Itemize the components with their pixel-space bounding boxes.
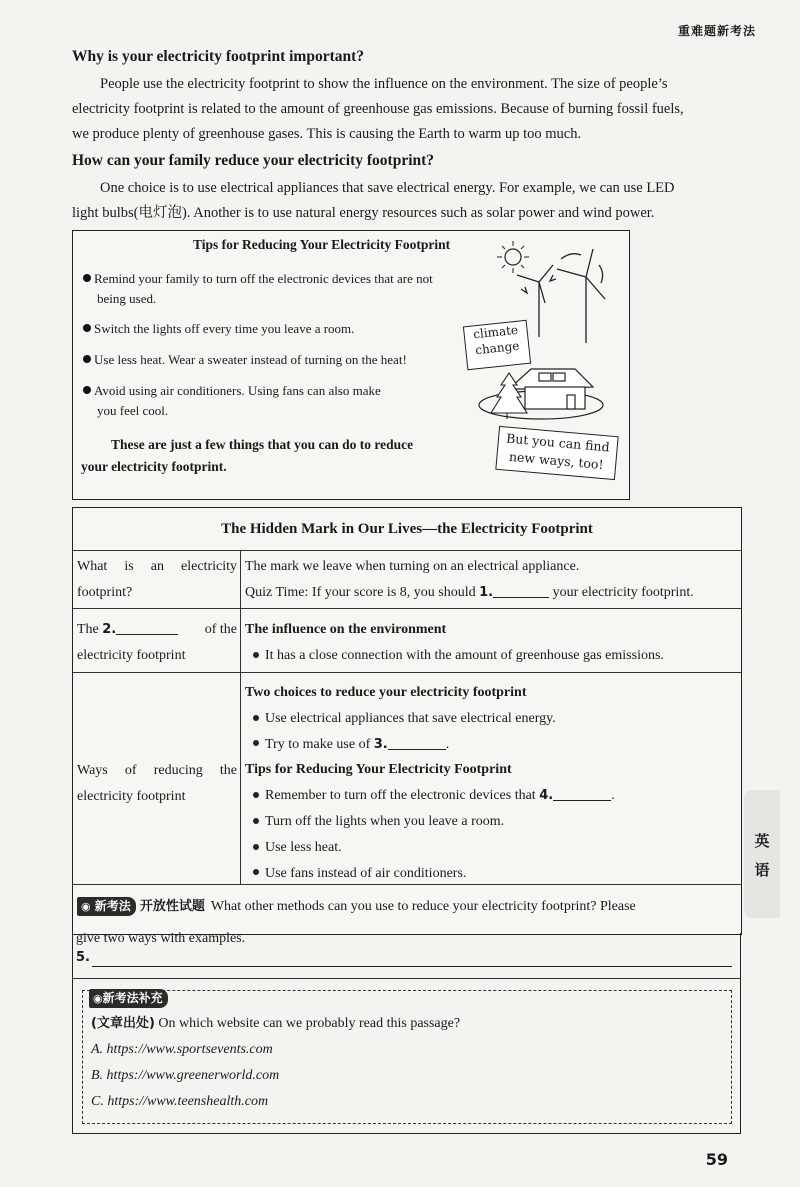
- answer-blank-4[interactable]: [553, 786, 611, 801]
- row3-left: [77, 758, 237, 810]
- table-divider: [73, 672, 741, 673]
- paragraph-1-line: electricity footprint is related to the amount of greenhouse gas emissions. Because of burning fossil fuels,: [72, 101, 684, 117]
- paragraph-1-line: People use the electricity footprint to show the influence on the environment. The size of people’s: [100, 76, 668, 92]
- outer-border-right: [740, 933, 741, 1133]
- cell-text: footprint?: [77, 585, 133, 600]
- option-a[interactable]: A. https://www.sportsevents.com: [91, 1042, 273, 1057]
- answer-number-5: 5.: [76, 950, 90, 965]
- page-number: 59: [705, 1150, 728, 1169]
- tip-item: [83, 381, 483, 421]
- cell-text: Try to make use of: [265, 736, 371, 752]
- table-divider: [73, 608, 741, 609]
- tip-text: being used.: [97, 291, 157, 306]
- bullet-icon: [253, 844, 259, 850]
- paragraph-1: [72, 72, 748, 147]
- open-question: [77, 894, 737, 920]
- bullet-line: Remember to turn off the electronic devices that 4. .: [245, 783, 735, 809]
- row1-right: [245, 554, 735, 606]
- cell-text: Turn off the lights when you leave a room.: [265, 813, 505, 829]
- paragraph-2-line: One choice is to use electrical appliances that save electrical energy. For example, we can use LED: [100, 180, 675, 196]
- open-question-line: [77, 894, 737, 920]
- paragraph-2: [72, 176, 748, 226]
- bullet-icon: [83, 386, 91, 394]
- row3-right: [245, 680, 735, 886]
- new-ways-card: [495, 426, 618, 480]
- bullet-icon: [253, 715, 259, 721]
- supplement-box: [82, 990, 732, 1124]
- bullet-icon: [253, 740, 259, 746]
- header-tag: 重难题新考法: [677, 24, 756, 38]
- section-question-1: Why is your electricity footprint important?: [72, 48, 365, 65]
- blank-number: 4.: [539, 788, 554, 804]
- pin-icon: ◉: [81, 900, 91, 913]
- badge-text: 新考法补充: [102, 991, 163, 1005]
- bullet-icon: [83, 324, 91, 332]
- supplement-question: [91, 1011, 460, 1037]
- card-text: new ways, too!: [508, 448, 605, 473]
- bullet-line: Try to make use of 3. .: [245, 732, 735, 758]
- cell-text: Use fans instead of air conditioners.: [265, 865, 467, 881]
- tips-closing: [81, 434, 471, 478]
- turbine-large: [557, 249, 605, 343]
- side-tab-char: 语: [754, 861, 770, 879]
- tip-text: Avoid using air conditioners. Using fans can also make: [94, 383, 381, 398]
- bullet-icon: [253, 818, 259, 824]
- paragraph-2-line: light bulbs(电灯泡). Another is to use natural energy resources such as solar power and wind power.: [72, 205, 655, 221]
- bullet-icon: [253, 652, 259, 658]
- cell-text: What other methods can you use to reduce your electricity footprint? Please: [210, 899, 636, 914]
- closing-line: your electricity footprint.: [81, 459, 227, 474]
- outer-border-left: [72, 933, 73, 1133]
- cell-text: The: [77, 622, 99, 637]
- row2-right: [245, 617, 735, 669]
- tip-item: [83, 269, 483, 309]
- bullet-icon: [253, 869, 259, 875]
- bullet-icon: [253, 792, 259, 798]
- blank-number: 2.: [102, 622, 117, 637]
- pin-icon: ◉: [93, 992, 103, 1005]
- supplement-content: [91, 1011, 460, 1115]
- card-text: climate: [472, 322, 519, 342]
- tip-text: Remind your family to turn off the electronic devices that are not: [94, 271, 433, 286]
- card-text: change: [474, 338, 520, 358]
- tips-box: [72, 230, 630, 500]
- cell-text: The mark we leave when turning on an electrical appliance.: [245, 559, 580, 574]
- row1-left: [77, 554, 237, 606]
- cell-text: your electricity footprint.: [552, 585, 694, 600]
- cell-text: of the: [204, 622, 237, 637]
- bullet-line: [245, 835, 735, 861]
- bullet-icon: [83, 274, 91, 282]
- table-column-divider: [240, 550, 241, 884]
- cell-heading: Two choices to reduce your electricity footprint: [245, 685, 527, 700]
- tip-text: you feel cool.: [97, 403, 169, 418]
- tips-title: Tips for Reducing Your Electricity Footprint: [193, 237, 451, 252]
- blank-number: 1.: [479, 585, 494, 600]
- cell-text: electricity footprint: [77, 648, 186, 663]
- cell-text: Quiz Time: If your score is 8, you should: [245, 585, 476, 600]
- row2-left: [77, 617, 237, 669]
- new-method-badge: [77, 897, 136, 916]
- section-question-2: How can your family reduce your electricity footprint?: [72, 152, 435, 169]
- cell-heading: The influence on the environment: [245, 622, 447, 637]
- cell-heading: Tips for Reducing Your Electricity Footprint: [245, 762, 512, 778]
- answer-blank-3[interactable]: [388, 735, 446, 750]
- cell-text: Ways of reducing the: [77, 763, 237, 778]
- bullet-line: [245, 809, 735, 835]
- quiz-line: [245, 580, 735, 606]
- answer-line-5[interactable]: [92, 966, 732, 967]
- subject-side-tab: [744, 790, 780, 918]
- cell-text: Remember to turn off the electronic devices that: [265, 788, 536, 804]
- answer-blank-1[interactable]: [493, 583, 549, 598]
- tip-item: [83, 350, 483, 370]
- cell-text: Use less heat.: [265, 839, 342, 855]
- cell-text: Use electrical appliances that save electrical energy.: [265, 710, 556, 726]
- card-text: But you can find: [505, 430, 611, 455]
- cell-text: It has a close connection with the amount of greenhouse gas emissions.: [265, 648, 664, 663]
- option-c[interactable]: C. https://www.teenshealth.com: [91, 1094, 269, 1109]
- question-tag: (文章出处): [91, 1016, 155, 1031]
- section-divider: [72, 978, 740, 979]
- question-text: On which website can we probably read this passage?: [158, 1016, 461, 1031]
- bullet-line: [245, 706, 735, 732]
- bullet-line: [245, 861, 735, 887]
- side-tab-char: 英: [754, 832, 770, 850]
- supplement-header: [89, 989, 172, 1008]
- supplement-badge: [89, 989, 168, 1008]
- bullet-line: [245, 643, 735, 669]
- badge-text: 新考法: [94, 899, 131, 913]
- footprint-table: [72, 507, 742, 935]
- blank-number: 3.: [373, 736, 388, 752]
- sun-icon: [497, 241, 529, 273]
- tip-item: [83, 319, 483, 339]
- bullet-icon: [83, 355, 91, 363]
- cell-text: electricity footprint: [77, 789, 186, 804]
- paragraph-1-line: we produce plenty of greenhouse gases. This is causing the Earth to warm up too much.: [72, 126, 582, 142]
- tip-text: Use less heat. Wear a sweater instead of turning on the heat!: [94, 352, 407, 367]
- closing-line: These are just a few things that you can do to reduce: [111, 437, 414, 452]
- outer-border-bottom: [72, 1133, 741, 1134]
- open-question-line2: give two ways with examples.: [76, 931, 246, 946]
- cell-line: [77, 617, 237, 643]
- table-title: The Hidden Mark in Our Lives—the Electricity Footprint: [73, 508, 741, 551]
- option-b[interactable]: B. https://www.greenerworld.com: [91, 1068, 280, 1083]
- cell-text: What is an electricity: [77, 559, 237, 574]
- tip-text: Switch the lights off every time you leave a room.: [94, 321, 355, 336]
- climate-change-card: [463, 320, 531, 370]
- open-question-label: 开放性试题: [139, 899, 205, 914]
- answer-blank-2[interactable]: [116, 620, 178, 635]
